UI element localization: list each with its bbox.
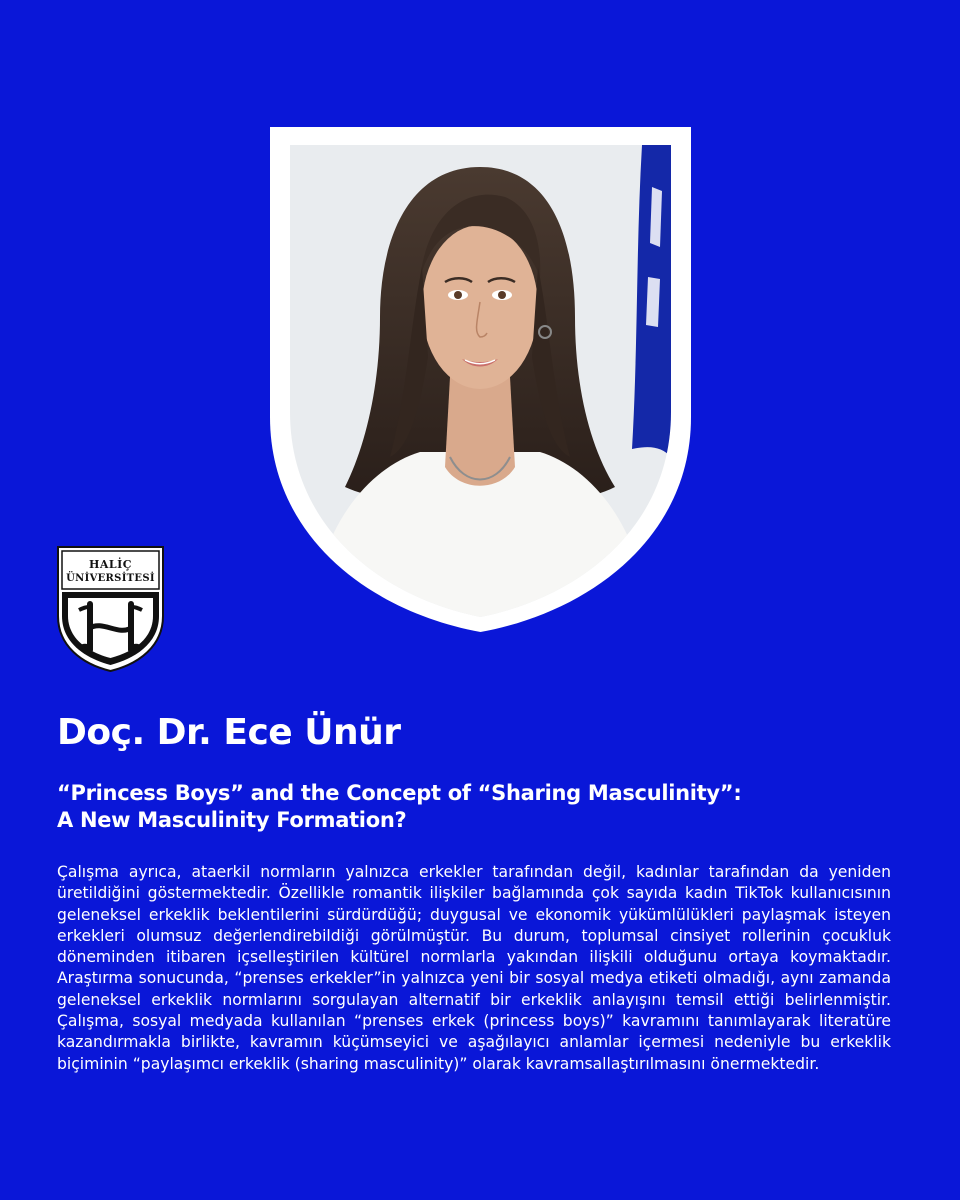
paper-title (57, 780, 917, 834)
paper-abstract: Çalışma ayrıca, ataerkil normların yalnızca erkekler tarafından değil, kadınlar tarafından da yeniden üretildiğini göstermektedir. Özellikle romantik ilişkiler bağlamında çok sayıda kadın TikTok kullanıcısının geleneksel erkeklik beklentilerini sürdürdüğü; duygusal ve ekonomik yükümlülükleri paylaşmak isteyen erkekleri olumsuz değerlendirebildiği görülmüştür. Bu durum, toplumsal cinsiyet rollerinin çocukluk döneminden itibaren içselleştirilen kültürel normlarla yakından ilişkili olduğunu ortaya koymaktadır. Araştırma sonucunda, “prenses erkekler”in yalnızca yeni bir sosyal medya etiketi olmadığı, aynı zamanda geleneksel erkeklik normlarını sorgulayan alternatif bir erkeklik anlayışını temsil ettiği belirlenmiştir. Çalışma, sosyal medyada kullanılan “prenses erkek (princess boys)” kavramını tanımlayarak literatüre kazandırmakla birlikte, kavramın küçümseyici ve aşağılayıcı anlamlar içermesi nedeniyle bu erkeklik biçiminin “paylaşımcı erkeklik (sharing masculinity)” olarak kavramsallaştırılmasını önermektedir. (57, 863, 891, 1073)
logo-text-line2: ÜNİVERSİTESİ (66, 573, 155, 584)
person-name: Doç. Dr. Ece Ünür (57, 712, 401, 753)
university-logo (57, 546, 164, 672)
logo-text-line1: HALİÇ (88, 558, 133, 571)
paper-title-line1: “Princess Boys” and the Concept of “Sharing Masculinity”: (57, 781, 742, 805)
portrait-shield-frame (270, 127, 691, 632)
portrait-photo (270, 127, 691, 632)
paper-title-line2: A New Masculinity Formation? (57, 808, 407, 832)
